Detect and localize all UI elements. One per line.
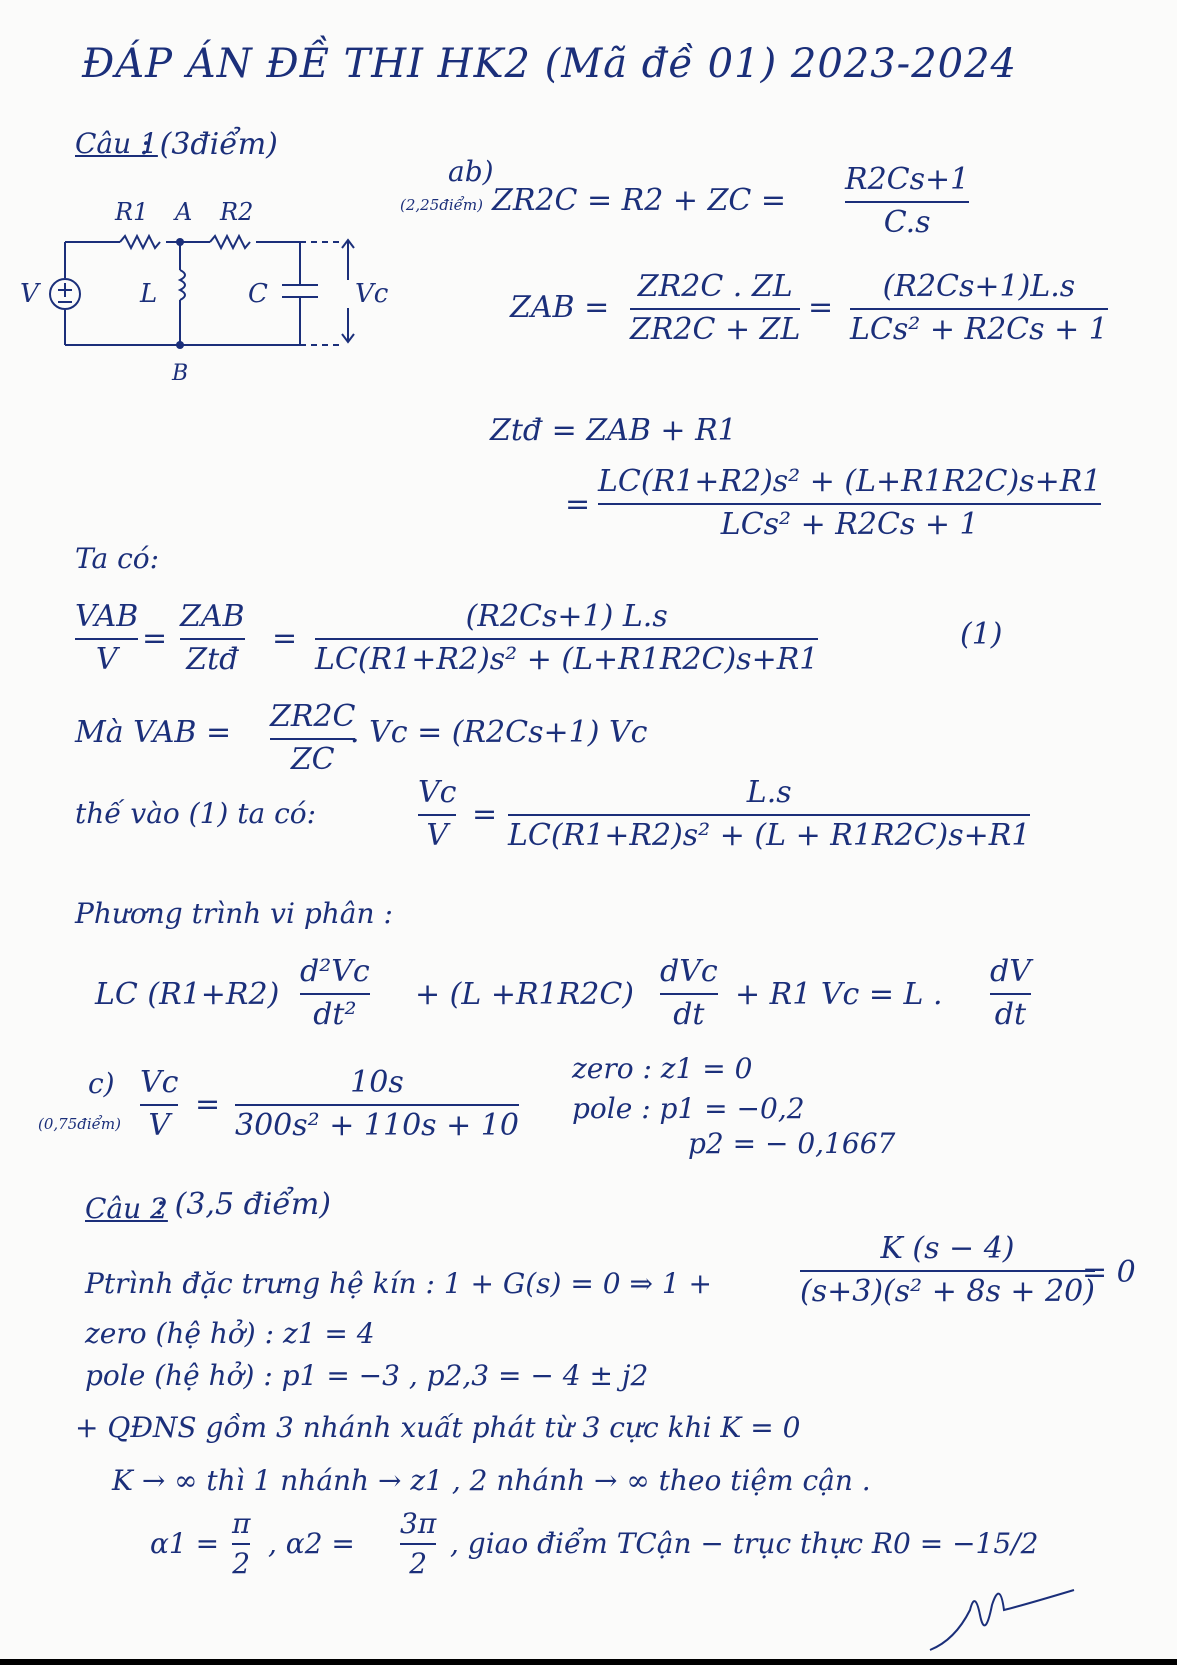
vc-over-v: Vc V bbox=[418, 775, 457, 853]
c-vc-over-v: Vc V bbox=[140, 1065, 179, 1143]
c-pole: pole : p1 = −0,2 bbox=[572, 1092, 805, 1125]
r1-eq-1: = bbox=[142, 621, 168, 656]
question-1-points: : (3điểm) bbox=[140, 127, 278, 162]
zab-fraction-1: ZR2C . ZL ZR2C + ZL bbox=[630, 269, 801, 347]
label-r2: R2 bbox=[220, 198, 254, 226]
de-term-a: LC (R1+R2) bbox=[95, 977, 280, 1012]
root-locus-branches: + QĐNS gồm 3 nhánh xuất phát từ 3 cực khi K = 0 bbox=[75, 1411, 801, 1444]
question-2-heading: Câu 2 bbox=[85, 1192, 168, 1225]
k-infinity-line: K → ∞ thì 1 nhánh → z1 , 2 nhánh → ∞ theo tiệm cận . bbox=[112, 1464, 871, 1497]
ma-vab-rhs: . Vc = (R2Cs+1) Vc bbox=[350, 715, 648, 750]
zab-equals: = bbox=[808, 290, 834, 325]
ztd-equals: = bbox=[565, 487, 591, 522]
r1-eq-2: = bbox=[272, 621, 298, 656]
node-a-dot bbox=[176, 238, 184, 246]
circuit-diagram bbox=[20, 190, 400, 410]
c-eq: = bbox=[195, 1087, 221, 1122]
signature bbox=[920, 1580, 1090, 1660]
question-1-heading: Câu 1 bbox=[75, 127, 158, 160]
the-vao-label: thế vào (1) ta có: bbox=[75, 797, 317, 830]
zr2c-over-zc: ZR2C ZC bbox=[270, 699, 356, 777]
c-transfer-fraction: 10s 300s² + 110s + 10 bbox=[235, 1065, 519, 1143]
alpha-1-fraction: π 2 bbox=[232, 1507, 251, 1581]
de-dv: dV dt bbox=[990, 954, 1031, 1032]
zab-lhs: ZAB = bbox=[510, 290, 610, 325]
characteristic-eq-zero: = 0 bbox=[1082, 1255, 1136, 1290]
c-zero: zero : z1 = 0 bbox=[572, 1052, 753, 1085]
resistor-r1 bbox=[120, 236, 160, 248]
zab-over-ztd: ZAB Ztđ bbox=[180, 599, 245, 677]
inductor-l bbox=[180, 270, 185, 300]
label-c: C bbox=[248, 279, 268, 309]
alpha-2-label: , α2 = bbox=[268, 1527, 355, 1560]
de-d2vc: d²Vc dt² bbox=[300, 954, 370, 1032]
question-2-points: : (3,5 điểm) bbox=[155, 1187, 332, 1222]
de-dvc: dVc dt bbox=[660, 954, 718, 1032]
open-loop-zero: zero (hệ hở) : z1 = 4 bbox=[85, 1317, 375, 1350]
vc-transfer-fraction: L.s LC(R1+R2)s² + (L + R1R2C)s+R1 bbox=[508, 775, 1031, 853]
zr2c-lhs: ZR2C = R2 + ZC = bbox=[492, 183, 787, 218]
label-v: V bbox=[20, 279, 39, 309]
ztd-fraction: LC(R1+R2)s² + (L+R1R2C)s+R1 LCs² + R2Cs + 1 bbox=[598, 464, 1102, 542]
label-b: B bbox=[172, 361, 189, 386]
zab-fraction-2: (R2Cs+1)L.s LCs² + R2Cs + 1 bbox=[850, 269, 1108, 347]
relation-1-fraction: (R2Cs+1) L.s LC(R1+R2)s² + (L+R1R2C)s+R1 bbox=[315, 599, 819, 677]
page-bottom-edge bbox=[0, 1659, 1177, 1665]
open-loop-fraction: K (s − 4) (s+3)(s² + 8s + 20) bbox=[800, 1231, 1095, 1309]
part-ab-points: (2,25điểm) bbox=[400, 196, 483, 214]
label-r1: R1 bbox=[115, 198, 149, 226]
asymptote-intersection: , giao điểm TCận − trục thực R0 = −15/2 bbox=[450, 1527, 1039, 1560]
part-ab-tag: ab) bbox=[448, 155, 494, 188]
open-loop-poles: pole (hệ hở) : p1 = −3 , p2,3 = − 4 ± j2 bbox=[85, 1359, 649, 1392]
resistor-r2 bbox=[210, 236, 250, 248]
part-c-tag: c) bbox=[88, 1067, 115, 1100]
ta-co-label: Ta có: bbox=[75, 542, 160, 575]
differential-eq-label: Phương trình vi phân : bbox=[75, 897, 393, 930]
de-term-b: + (L +R1R2C) bbox=[415, 977, 634, 1012]
equation-1-label: (1) bbox=[960, 617, 1003, 652]
part-c-points: (0,75điểm) bbox=[38, 1115, 121, 1133]
vab-over-v: VAB V bbox=[75, 599, 139, 677]
alpha-1-label: α1 = bbox=[150, 1527, 220, 1560]
ztd-line: Ztđ = ZAB + R1 bbox=[490, 413, 737, 448]
ma-vab-lhs: Mà VAB = bbox=[75, 715, 232, 750]
characteristic-eq-label: Ptrình đặc trưng hệ kín : 1 + G(s) = 0 ⇒ 1 + bbox=[85, 1267, 712, 1300]
node-b-dot bbox=[176, 341, 184, 349]
c-pole-2: p2 = − 0,1667 bbox=[688, 1127, 896, 1160]
vc-eq: = bbox=[472, 797, 498, 832]
label-vc: Vc bbox=[355, 279, 389, 309]
alpha-2-fraction: 3π 2 bbox=[400, 1507, 437, 1581]
page-title: ĐÁP ÁN ĐỀ THI HK2 (Mã đề 01) 2023-2024 bbox=[82, 41, 1017, 87]
label-l: L bbox=[140, 279, 158, 309]
label-a: A bbox=[175, 198, 193, 226]
de-term-c: + R1 Vc = L . bbox=[735, 977, 943, 1012]
zr2c-fraction: R2Cs+1 C.s bbox=[845, 162, 970, 240]
